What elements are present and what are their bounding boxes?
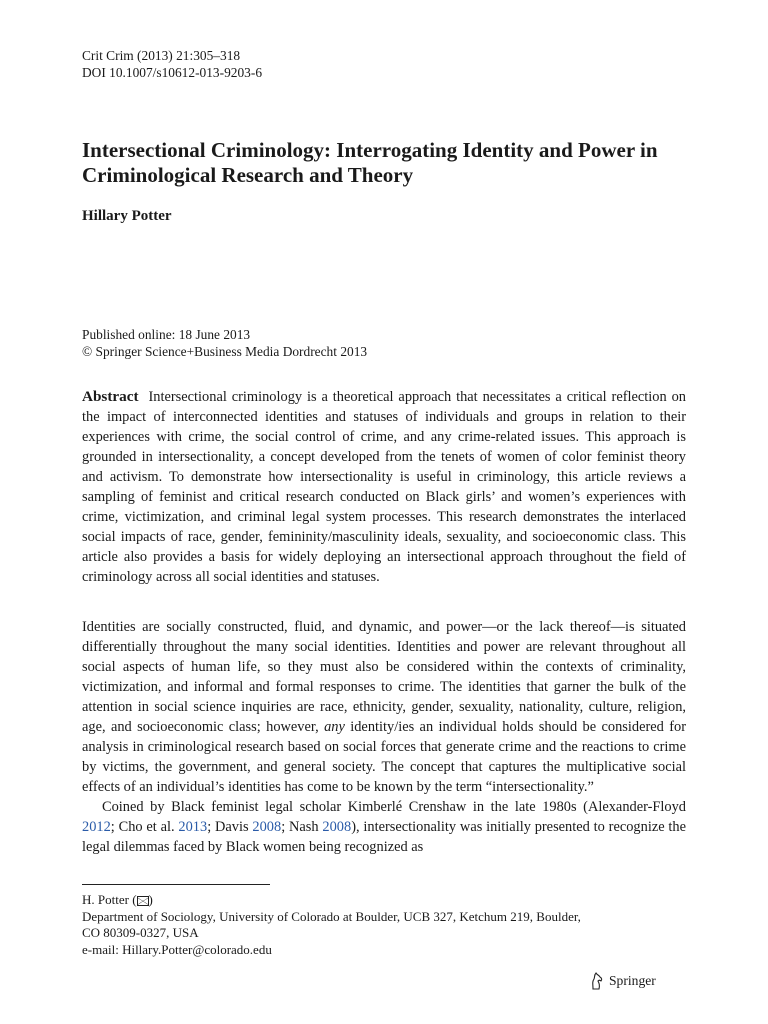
footnote-email[interactable]: e-mail: Hillary.Potter@colorado.edu	[82, 941, 272, 957]
abstract-label: Abstract	[82, 388, 139, 405]
abstract	[82, 387, 686, 587]
footnote-author-name: H. Potter (	[82, 892, 137, 907]
citation-link[interactable]: 2008	[252, 819, 282, 835]
envelope-icon	[137, 896, 149, 906]
journal-doi: DOI 10.1007/s10612-013-9203-6	[82, 65, 263, 80]
article-title: Intersectional Criminology: Interrogating Identity and Power in Criminological Research and Theory	[82, 138, 658, 187]
body-paragraph-1	[82, 617, 686, 797]
article-author: Hillary Potter	[82, 208, 172, 224]
text-run: ; Nash	[281, 819, 323, 835]
footnote-affiliation-1: Department of Sociology, University of Colorado at Boulder, UCB 327, Ketchum 219, Boulder,	[82, 908, 581, 924]
text-run: ), intersectionality was initially presented to recognize the legal dilemmas faced by Black women being recognized as	[82, 819, 686, 855]
body-text	[82, 617, 686, 857]
footnote-author	[82, 892, 692, 909]
footnote-divider	[82, 884, 270, 885]
citation-link[interactable]: 2013	[178, 819, 208, 835]
footnote-affiliation-2: CO 80309-0327, USA	[82, 925, 199, 940]
text-run: identity/ies an individual holds should be considered for analysis in criminological research based on social forces that generate crime and the reactions to crime by victims, the government, and general society. The concept that captures the multiplicative social effects of an individual’s identities has come to be known by the term “intersectionality.”	[82, 719, 687, 795]
text-run: ; Davis	[207, 819, 253, 835]
text-run: Identities are socially constructed, fluid, and dynamic, and power—or the lack thereof—is situated differentially throughout the many social identities. Identities and power are relevant throughout all social aspects of human life, so they must also be considered within the contexts of criminality, victimization, and informal and formal responses to crime. The identities that garner the bulk of the attention in social science inquiries are race, ethnicity, gender, sexuality, nationality, culture, religion, age, and socioeconomic class; however,	[82, 619, 686, 735]
body-paragraph-2	[82, 797, 686, 857]
footnote-author-close: )	[148, 892, 153, 907]
publication-info	[82, 326, 367, 360]
citation-link[interactable]: 2012	[82, 819, 111, 835]
publisher-logo	[590, 972, 656, 990]
copyright-line: © Springer Science+Business Media Dordrecht 2013	[82, 344, 368, 359]
text-run: ; Cho et al.	[110, 819, 179, 835]
published-date: Published online: 18 June 2013	[82, 327, 251, 342]
springer-horse-icon	[590, 972, 604, 990]
text-run: Coined by Black feminist legal scholar Kimberlé Crenshaw in the late 1980s (Alexander-Floyd	[102, 799, 686, 815]
journal-citation: Crit Crim (2013) 21:305–318	[82, 48, 241, 63]
publisher-name: Springer	[609, 973, 656, 988]
author-footnote	[82, 892, 692, 958]
abstract-text: Intersectional criminology is a theoretical approach that necessitates a critical reflection on the impact of interconnected identities and statuses of individuals and groups in relation to their experiences with crime, the social control of crime, and any crime-related issues. This approach is grounded in intersectionality, a concept developed from the tenets of women of color feminist theory and activism. To demonstrate how intersectionality is useful in criminology, this article reviews a sampling of feminist and critical research conducted on Black girls’ and women’s experiences with crime, victimization, and criminal legal system processes. This research demonstrates the interlaced social impacts of race, gender, femininity/masculinity ideals, sexuality, and socioeconomic class. This article also provides a basis for widely deploying an intersectional approach throughout the field of criminology across all social identities and statuses.	[82, 389, 686, 585]
citation-link[interactable]: 2008	[322, 819, 352, 835]
journal-info	[82, 47, 262, 81]
emphasis-text: any	[324, 719, 345, 735]
